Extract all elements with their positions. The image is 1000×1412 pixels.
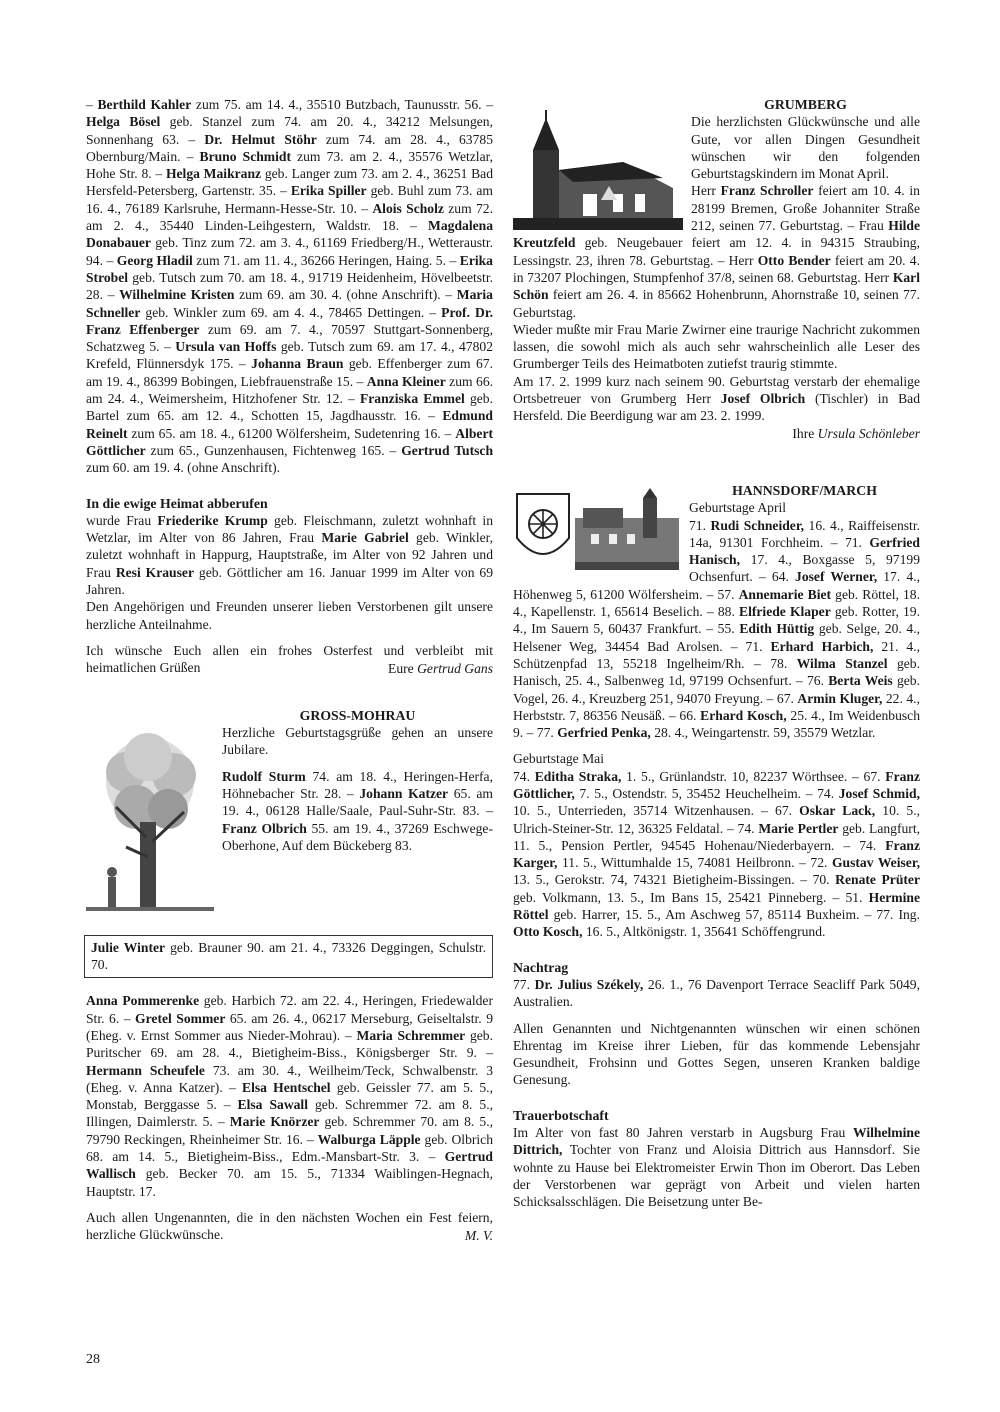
person-name: Otto Kosch,: [513, 924, 583, 940]
church-illustration: [513, 110, 683, 230]
person-name: Rudi Schneider,: [710, 517, 805, 533]
grumberg-heading: GRUMBERG: [764, 97, 847, 112]
person-name: Edith Hüttig: [739, 621, 815, 637]
trauer-text: Im Alter von fast 80 Jahren verstarb in Augsburg Frau Wilhelmine Dittrich, Tochter von Franz und Aloisia Dittrich aus Hannsdorf. Sie wohnte zu Hause bei Elektromeister Erwin Thon im Oberort. Das Leben der Verstorbenen war geprägt von Arbeit und vielen harten Schicksalsschlägen. Die Beisetzung unter Be-: [513, 1125, 920, 1210]
person-name: Berta Weis: [828, 673, 893, 689]
person-name: Gertrud Tutsch: [401, 442, 494, 458]
hannsdorf-heading: HANNSDORF/MARCH: [732, 482, 877, 498]
tree-illustration: [86, 727, 214, 923]
hannsdorf-mai-subheading: Geburtstage Mai: [513, 751, 604, 767]
highlight-box: [84, 935, 493, 979]
person-name: Franz Göttlicher,: [513, 768, 921, 801]
church-icon: [513, 110, 683, 230]
person-name: Elsa Hentschel: [242, 1079, 331, 1095]
hannsdorf-april-subheading: Geburtstage April: [689, 500, 787, 516]
person-name: Maria Schneller: [86, 287, 493, 320]
person-name: Otto Bender: [757, 252, 831, 268]
tree-icon: [86, 727, 214, 923]
person-name: Josef Olbrich: [720, 391, 806, 407]
person-name: Gertrud Wallisch: [86, 1149, 493, 1182]
memorial-text: wurde Frau Friederike Krump geb. Fleischmann, zuletzt wohnhaft in Wetzlar, im Alter von 86 Jahren, Frau Marie Gabriel geb. Winkler, zuletzt wohnhaft in Happurg, Hauptstraße, im Alter von 92 Jahren und Frau Resi Krauser geb. Göttlicher am 16. Januar 1999 im Alter von 69 Jahren.: [86, 512, 494, 598]
person-name: Franziska Emmel: [359, 391, 465, 407]
person-name: Editha Straka,: [534, 768, 622, 784]
person-name: Erika Spiller: [290, 183, 367, 199]
person-name: Walburga Läpple: [317, 1131, 421, 1147]
person-name: Prof. Dr. Franz Effenberger: [86, 304, 494, 337]
person-name: Franz Schroller: [720, 183, 814, 199]
highlight-entry: Julie Winter geb. Brauner 90. am 21. 4., 73326 Deggingen, Schulstr. 70.: [91, 939, 486, 973]
person-name: Wilhelmine Kristen: [119, 287, 235, 303]
nachtrag-heading: Nachtrag: [513, 959, 569, 975]
person-name: Georg Hladil: [116, 252, 193, 268]
gross-mohrau-list-2: Anna Pommerenke geb. Harbich 72. am 22. 4., Heringen, Friedewalder Str. 6. – Gretel Sommer 65. am 26. 4., 06217 Merseburg, Geiseltalstr. 9 (Eheg. v. Ernst Sommer aus Nieder-Mohrau). – Maria Schremmer geb. Puritscher 69. am 28. 4., Bietigheim-Biss., Königsberger Str. 9. – Hermann Scheufele 73. am 30. 4., Weilheim/Teck, Schwalbenstr. 3 (Eheg. v. Anna Katzer). – Elsa Hentschel geb. Geissler 77. am 5. 5., Monstab, Berggasse 5. – Elsa Sawall geb. Schremmer 72. am 8. 5., Illingen, Daimlerstr. 5. – Marie Knörzer geb. Schremmer 70. am 8. 5., 79790 Reckingen, Rheinheimer Str. 16. – Walburga Läpple geb. Olbrich 68. am 14. 5., Bietigheim-Biss., Edm.-Mansbart-Str. 3. – Gertrud Wallisch geb. Becker 70. am 15. 5., 71334 Waiblingen-Hegnach, Hauptstr. 17.: [86, 993, 494, 1199]
grumberg-obituary: Am 17. 2. 1999 kurz nach seinem 90. Geburtstag verstarb der ehemalige Ortsbetreuer von Grumberg Herr Josef Olbrich (Tischler) in Bad Hersfeld. Die Beerdigung war am 23. 2. 1999.: [513, 373, 920, 424]
grumberg-intro: Die herzlichsten Glückwünsche und alle Gute, vor allen Dingen Gesundheit wünschen wir den folgenden Geburtstagskindern im Monat April.: [691, 114, 920, 182]
person-name: Karl Schön: [513, 269, 920, 303]
person-name: Friederike Krump: [157, 512, 268, 528]
page-number: 28: [86, 1352, 100, 1367]
person-name: Wilhelmine Dittrich,: [513, 1125, 920, 1158]
easter-signature: Eure Gertrud Gans: [388, 660, 493, 676]
hannsdorf-mai-list: 74. Editha Straka, 1. 5., Grünlandstr. 10, 82237 Wörthsee. – 67. Franz Göttlicher, 7. 5., Ostendstr. 5, 35452 Heuchelheim. – 74. Josef Schmid, 10. 5., Unterrieden, 35714 Witzenhausen. – 67. Oskar Lack, 10. 5., Ulrich-Steiner-Str. 12, 36325 Feldatal. – 74. Marie Pertler geb. Langfurt, 11. 5., Pension Pertler, 94545 Hohenau/Niederbayern. – 74. Franz Karger, 11. 5., Wittumhalde 15, 74081 Heilbronn. – 72. Gustav Weiser, 13. 5., Gerokstr. 74, 74321 Bietigheim-Bissingen. – 70. Renate Prüter geb. Volkmann, 13. 5., Im Bans 15, 25421 Pinneberg. – 51. Hermine Röttel geb. Harrer, 15. 5., Am Aschweg 57, 85114 Buxheim. – 77. Ing. Otto Kosch, 16. 5., Altkönigstr. 1, 35641 Schöffengrund.: [513, 768, 921, 940]
grumberg-section: [513, 96, 920, 321]
person-name: Dr. Helmut Stöhr: [204, 131, 317, 147]
gross-mohrau-signature: M. V.: [464, 1227, 493, 1243]
person-name: Alois Scholz: [372, 200, 444, 216]
person-name: Gerfried Hanisch,: [689, 534, 920, 568]
person-name: Resi Krauser: [115, 564, 194, 580]
person-name: Elfriede Klaper: [739, 604, 831, 620]
person-name: Marie Gabriel: [321, 530, 409, 546]
coat-of-arms-icon: [513, 488, 681, 574]
person-name: Dr. Julius Székely,: [534, 976, 644, 992]
person-name: Gretel Sommer: [135, 1010, 226, 1026]
person-name: Franz Karger,: [513, 837, 920, 871]
person-name: Erika Strobel: [86, 252, 493, 285]
gross-mohrau-intro: Herzliche Geburtstagsgrüße gehen an unsere Jubilare.: [222, 725, 493, 758]
person-name: Oskar Lack,: [799, 803, 876, 819]
person-name: Maria Schremmer: [356, 1027, 466, 1043]
person-name: Magdalena Donabauer: [86, 218, 493, 251]
gross-mohrau-heading: GROSS-MOHRAU: [299, 707, 416, 723]
gross-mohrau-list: Rudolf Sturm 74. am 18. 4., Heringen-Herfa, Höhnebacher Str. 28. – Johann Katzer 65. am 19. 4., 06128 Halle/Saale, Paul-Suhr-Str. 83. – Franz Olbrich 55. am 19. 4., 37269 Eschwege-Oberhone, Auf dem Bückeberg 83.: [222, 768, 494, 853]
person-name: Marie Knörzer: [229, 1114, 320, 1130]
person-name: Hermine Röttel: [513, 889, 920, 923]
person-name: Hermann Scheufele: [86, 1062, 205, 1078]
nachtrag-entry: 77. Dr. Julius Székely, 26. 1., 76 Davenport Terrace Seacliff Park 5049, Australien.: [513, 976, 920, 1010]
person-name: Gerfried Penka,: [557, 725, 651, 741]
person-name: Johanna Braun: [251, 356, 344, 372]
person-name: Albert Göttlicher: [86, 425, 493, 458]
person-name: Berthild Kahler: [97, 97, 192, 112]
person-name: Julie Winter: [91, 939, 166, 955]
person-name: Helga Maikranz: [165, 166, 262, 182]
person-name: Erhard Kosch,: [700, 707, 787, 723]
person-name: Elsa Sawall: [237, 1097, 308, 1113]
hannsdorf-illustration: [513, 488, 681, 574]
gross-mohrau-section: [86, 707, 493, 925]
person-name: Bruno Schmidt: [199, 148, 291, 164]
grumberg-list: Herr Franz Schroller feiert am 10. 4. in 28199 Bremen, Große Johanniter Straße 212, seinen 77. Geburtstag. – Frau Hilde Kreutzfeld geb. Neugebauer feiert am 12. 4. in 94315 Straubing, Lessingstr. 23, ihren 78. Geburtstag. – Herr Otto Bender feiert am 20. 4. in 73207 Plochingen, Stumpfenhof 37/8, seinen 68. Geburtstag. Herr Karl Schön feiert am 26. 4. in 85662 Hohenbrunn, Ahornstraße 10, seinen 77. Geburtstag.: [513, 183, 920, 320]
grumberg-signature: Ihre Ursula Schönleber: [792, 425, 920, 441]
trauer-heading: Trauerbotschaft: [513, 1107, 609, 1123]
person-name: Josef Werner,: [795, 569, 878, 585]
person-name: Franz Olbrich: [222, 820, 307, 836]
person-name: Annemarie Biet: [738, 586, 832, 602]
left-column: [86, 96, 493, 1244]
gross-mohrau-closing: Auch allen Ungenannten, die in den nächsten Wochen ein Fest feiern, herzliche Glückwünsche.: [86, 1209, 493, 1243]
person-name: Armin Kluger,: [797, 690, 883, 706]
person-name: Rudolf Sturm: [222, 768, 306, 784]
person-name: Helga Bösel: [86, 114, 161, 130]
condolence-text: Den Angehörigen und Freunden unserer lieben Verstorbenen gilt unsere herzliche Anteilnahme.: [86, 599, 493, 632]
person-name: Hilde Kreutzfeld: [513, 218, 920, 251]
person-name: Anna Kleiner: [366, 373, 446, 389]
person-name: Renate Prüter: [835, 872, 920, 888]
person-name: Wilma Stanzel: [796, 655, 888, 671]
birthday-list: – Berthild Kahler zum 75. am 14. 4., 35510 Butzbach, Taunusstr. 56. – Helga Bösel geb. Stanzel zum 74. am 20. 4., 34212 Melsungen, Sonnenhang 63. – Dr. Helmut Stöhr zum 74. am 28. 4., 63785 Obernburg/Main. – Bruno Schmidt zum 73. am 2. 4., 35576 Wetzlar, Hohe Str. 8. – Helga Maikranz geb. Langer zum 73. am 2. 4., 36251 Bad Hersfeld-Petersberg, Gartenstr. 35. – Erika Spiller geb. Buhl zum 73. am 16. 4., 76189 Karlsruhe, Hermann-Hesse-Str. 10. – Alois Scholz zum 72. am 2. 4., 35440 Linden-Leihgestern, Waldstr. 18. – Magdalena Donabauer geb. Tinz zum 72. am 3. 4., 61169 Friedberg/H., Wetteraustr. 94. – Georg Hladil zum 71. am 11. 4., 36266 Heringen, Haing. 5. – Erika Strobel geb. Tutsch zum 70. am 18. 4., 91719 Heidenheim, Hövelbeetstr. 28. – Wilhelmine Kristen zum 69. am 30. 4. (ohne Anschrift). – Maria Schneller geb. Winkler zum 69. am 4. 4., 78465 Dettingen. – Prof. Dr. Franz Effenberger zum 69. am 7. 4., 70597 Stuttgart-Sonnenberg, Schatzweg 5. – Ursula van Hoffs geb. Tutsch zum 69. am 17. 4., 47802 Krefeld, Flünnersdyk 175. – Johanna Braun geb. Effenberger zum 67. am 19. 4., 86399 Bobingen, Liebfrauenstraße 15. – Anna Kleiner zum 66. am 24. 4., Weimersheim, Hitzhofener Str. 12. – Franziska Emmel geb. Bartel zum 65. am 12. 4., Schotten 15, Jagdhausstr. 16. – Edmund Reinelt zum 65. am 18. 4., 61200 Wölfersheim, Sudetenring 16. – Albert Göttlicher zum 65., Gunzenhausen, Fichtenweg 165. – Gertrud Tutsch zum 60. am 19. 4. (ohne Anschrift).: [86, 97, 494, 476]
person-name: Josef Schmid,: [838, 785, 920, 801]
right-column: [513, 96, 920, 1211]
hannsdorf-section: [513, 482, 920, 741]
easter-wish: Ich wünsche Euch allen ein frohes Osterfest und verbleibt mit heimatlichen Grüßen: [86, 642, 493, 676]
grumberg-sad-news: Wieder mußte mir Frau Marie Zwirner eine traurige Nachricht zukommen lassen, die sowohl mich als auch sehr wahrscheinlich alle Leser des Grumberger Teils des Heimatboten zutiefst traurig stimmte.: [513, 321, 920, 372]
person-name: Johann Katzer: [359, 785, 449, 801]
wish-all-text: Allen Genannten und Nichtgenannten wünschen wir einen schönen Ehrentag im Kreise ihrer Lieben, für das kommende Lebensjahr Gesundheit, Frohsinn und Gottes Segen, unseren Kranken baldige Genesung.: [513, 1020, 920, 1088]
person-name: Erhard Harbich,: [770, 638, 874, 654]
person-name: Gustav Weiser,: [831, 855, 921, 871]
person-name: Anna Pommerenke: [86, 993, 200, 1009]
person-name: Marie Pertler: [758, 820, 839, 836]
hannsdorf-april-list: 71. Rudi Schneider, 16. 4., Raiffeisenstr. 14a, 91301 Forchheim. – 71. Gerfried Hanisch, 17. 4., Boxgasse 5, 97199 Ochsenfurt. – 64. Josef Werner, 17. 4., Höhenweg 5, 61200 Wölfersheim. – 57. Annemarie Biet geb. Röttel, 18. 4., Kapellenstr. 1, 65614 Beselich. – 88. Elfriede Klaper geb. Rotter, 19. 4., Im Sauern 5, 60437 Frankfurt. – 55. Edith Hüttig geb. Selge, 20. 4., Helsener Weg, 34454 Bad Arolsen. – 71. Erhard Harbich, 21. 4., Schützenpfad 13, 55218 Ingelheim/Rh. – 78. Wilma Stanzel geb. Hanisch, 25. 4., Salbenweg 1d, 97199 Ochsenfurt. – 76. Berta Weis geb. Vogel, 26. 4., Kreuzberg 251, 94070 Freyung. – 67. Armin Kluger, 22. 4., Herbststr. 7, 86356 Neusäß. – 66. Erhard Kosch, 25. 4., Im Weidenbusch 9. – 77. Gerfried Penka, 28. 4., Weingartenstr. 59, 35579 Wetzlar.: [513, 517, 921, 741]
memorial-heading: In die ewige Heimat abberufen: [86, 495, 268, 511]
person-name: Ursula van Hoffs: [175, 339, 277, 355]
person-name: Edmund Reinelt: [86, 408, 493, 441]
